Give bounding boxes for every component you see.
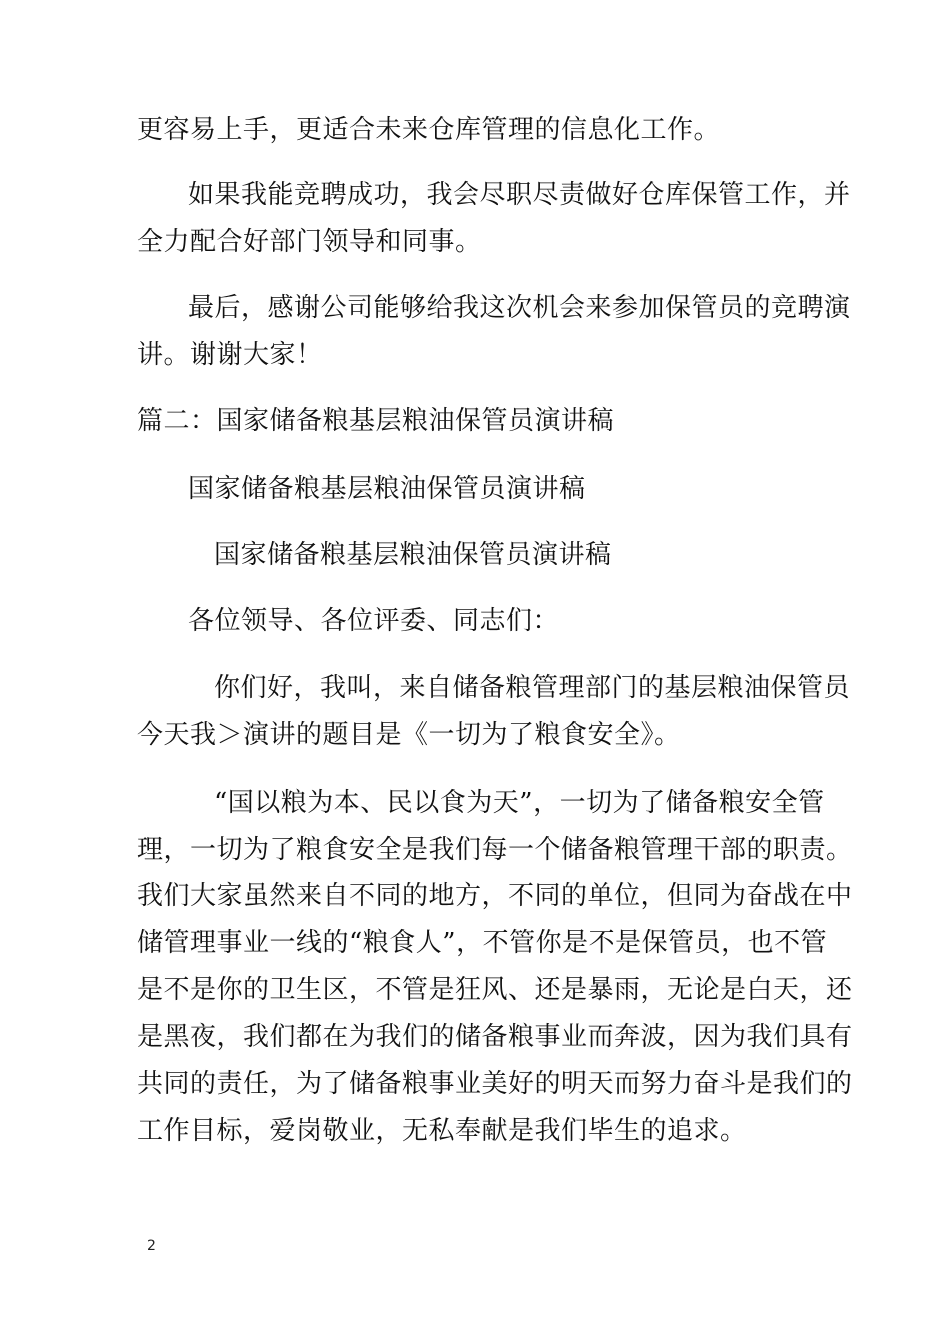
text-line: 全力配合好部门领导和同事。 <box>137 227 482 257</box>
text-line: 今天我＞演讲的题目是《一切为了粮食安全》。 <box>137 720 681 750</box>
paragraph-line: 如果我能竞聘成功，我会尽职尽责做好仓库保管工作，并 <box>188 180 851 210</box>
text-line: 工作目标，爱岗敬业，无私奉献是我们毕生的追求。 <box>137 1116 747 1146</box>
text-line: 是不是你的卫生区，不管是狂风、还是暴雨，无论是白天，还 <box>137 975 853 1005</box>
subtitle-line: 国家储备粮基层粮油保管员演讲稿 <box>188 474 586 504</box>
page-number: 2 <box>147 1238 156 1254</box>
text-line: 储管理事业一线的“粮食人”，不管你是不是保管员，也不管 <box>137 928 828 958</box>
text-line: 更容易上手，更适合未来仓库管理的信息化工作。 <box>137 115 721 145</box>
paragraph-line: 你们好，我叫，来自储备粮管理部门的基层粮油保管员 <box>214 673 851 703</box>
paragraph-line: 最后，感谢公司能够给我这次机会来参加保管员的竞聘演 <box>188 293 851 323</box>
text-line: 我们大家虽然来自不同的地方，不同的单位，但同为奋战在中 <box>137 881 853 911</box>
salutation: 各位领导、各位评委、同志们： <box>188 606 560 636</box>
subtitle-line: 国家储备粮基层粮油保管员演讲稿 <box>214 540 612 570</box>
text-line: 讲。谢谢大家！ <box>137 340 323 370</box>
section-heading: 篇二：国家储备粮基层粮油保管员演讲稿 <box>137 406 615 436</box>
text-line: 理，一切为了粮食安全是我们每一个储备粮管理干部的职责。 <box>137 835 853 865</box>
text-line: 共同的责任，为了储备粮事业美好的明天而努力奋斗是我们的 <box>137 1069 853 1099</box>
paragraph-line: “国以粮为本、民以食为天”，一切为了储备粮安全管 <box>214 788 825 818</box>
text-line: 是黑夜，我们都在为我们的储备粮事业而奔波，因为我们具有 <box>137 1022 853 1052</box>
